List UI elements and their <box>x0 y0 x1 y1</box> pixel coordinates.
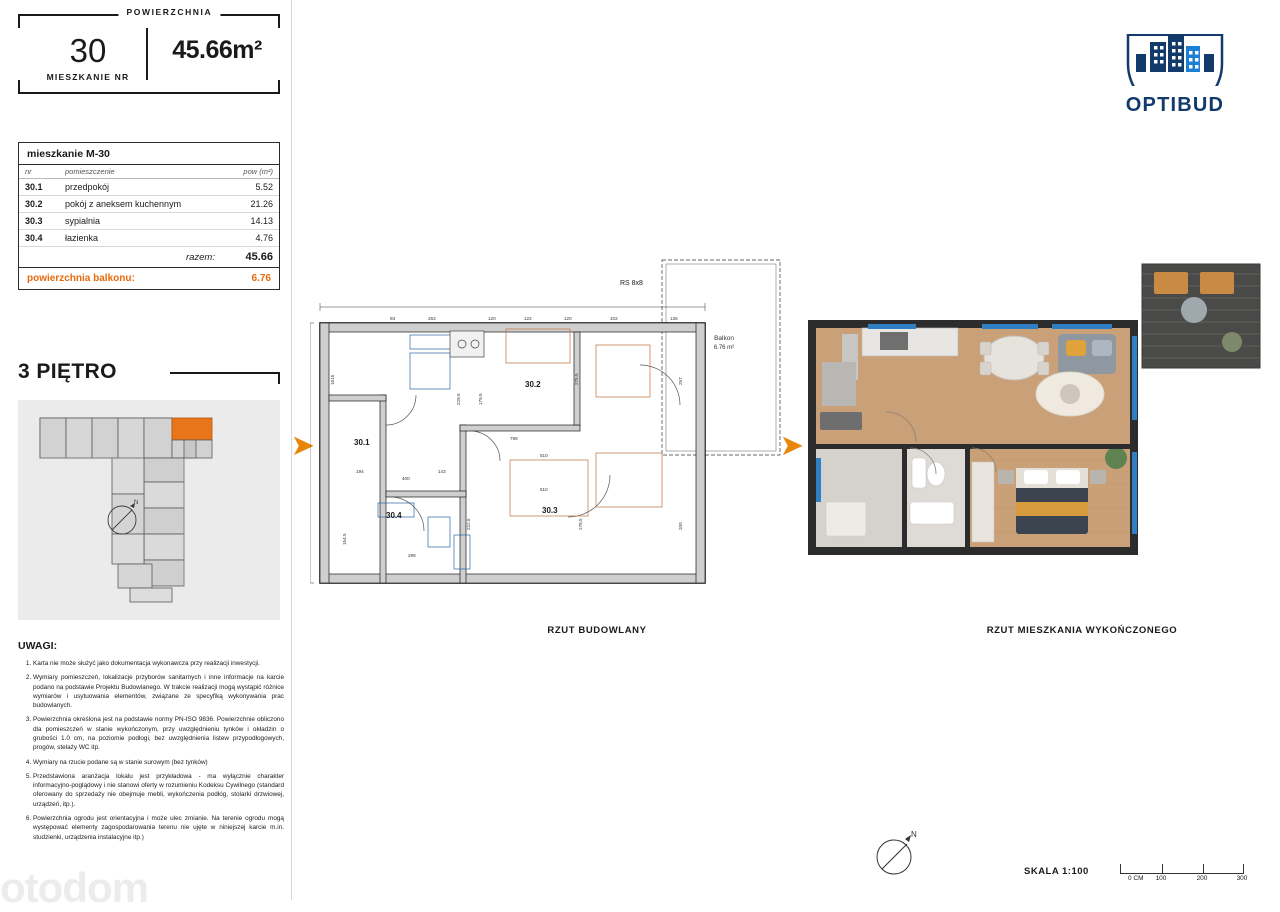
svg-text:222.5: 222.5 <box>466 518 471 530</box>
key-plan-svg <box>18 400 280 620</box>
header-rule-right <box>278 14 280 28</box>
svg-text:510: 510 <box>540 487 548 492</box>
building-plan <box>310 245 810 625</box>
balcony-area-row <box>19 267 279 289</box>
svg-text:143: 143 <box>438 469 446 474</box>
svg-text:93: 93 <box>390 316 396 321</box>
row-area: 14.13 <box>221 213 279 230</box>
rooms-table-title: mieszkanie M-30 <box>19 143 279 165</box>
apartment-number-label: MIESZKANIE NR <box>46 72 130 82</box>
key-plan <box>18 400 280 620</box>
row-area: 21.26 <box>221 196 279 213</box>
logo-wordmark: OPTIBUD <box>1125 94 1225 116</box>
svg-text:1515: 1515 <box>330 374 335 385</box>
apartment-number: 30 <box>69 32 107 69</box>
scale-numbers <box>1120 875 1248 885</box>
left-column <box>0 0 292 911</box>
finished-plan <box>802 262 1272 612</box>
rs-label: RS 8x8 <box>620 280 643 287</box>
note-item: 3. Powierzchnia określona jest na podstawie normy PN-ISO 9836. Powierzchnie obliczono dla pomieszczeń w stanie wykończonym, przy uwzględnieniu tynków i okładzin o grubości 1.0 cm, na poziomie podłogi, bez uwzględnienia listew przypodłogowych, progów, stelaży WC itp. <box>33 715 284 752</box>
svg-text:229.5: 229.5 <box>456 393 461 405</box>
note-item: 4. Wymiary na rzucie podane są w stanie surowym (bez tynków) <box>33 758 284 767</box>
area-caption: POWIERZCHNIA <box>118 7 220 17</box>
total-label: razem: <box>185 251 215 263</box>
apartment-area-value: 45.66m² <box>172 36 262 64</box>
building-icon <box>1120 24 1230 86</box>
scale-tick-1: 100 <box>1155 875 1167 882</box>
scale-bar <box>1120 864 1248 885</box>
svg-text:102: 102 <box>610 316 618 321</box>
row-area: 4.76 <box>221 230 279 247</box>
svg-text:278.5: 278.5 <box>578 518 583 530</box>
table-row <box>19 230 279 247</box>
watermark: otodom <box>0 864 148 911</box>
note-item: 6. Powierzchnia ogrodu jest orientacyjna i może ulec zmianie. Na terenie ogrodu mogą występować elementy zagospodarowania terenu nie ujęte w niniejszej karcie m.in. studzienki, urządzenia instalacyjne itp.) <box>33 814 284 842</box>
row-nr: 30.3 <box>19 213 59 230</box>
floor-title-block <box>18 360 280 394</box>
scale-unit: 0 CM <box>1128 875 1144 882</box>
header-rule-right2 <box>278 80 280 94</box>
svg-text:194: 194 <box>356 469 364 474</box>
floor-rule-end <box>278 372 280 384</box>
rooms-table <box>18 142 280 290</box>
svg-text:298: 298 <box>408 553 416 558</box>
scale-tick-3: 300 <box>1236 875 1248 882</box>
balcony-label: powierzchnia balkonu: <box>27 273 135 284</box>
balcony-area-plan: 6.76 m² <box>713 345 735 351</box>
note-item: 5. Przedstawiona aranżacja lokalu jest przykładowa - ma wyłącznie charakter informacyjno-poglądowy i nie stanowi oferty w rozumieniu Kodeksu Cywilnego (standard oferowany do sprzedaży nie obejmuje mebli, wykończenia podłóg, stolarki drzwiowej, urządzeń, itp.). <box>33 772 284 809</box>
caption-building-plan: RZUT BUDOWLANY <box>547 625 647 636</box>
svg-text:275.5: 275.5 <box>574 373 579 385</box>
svg-text:122: 122 <box>524 316 532 321</box>
svg-text:136: 136 <box>670 316 678 321</box>
row-name: łazienka <box>59 230 221 247</box>
room-label-304: 30.4 <box>386 511 402 520</box>
row-nr: 30.2 <box>19 196 59 213</box>
balcony-label-plan: Balkon <box>714 335 734 342</box>
room-label-301: 30.1 <box>354 438 370 447</box>
svg-text:154.5: 154.5 <box>342 533 347 545</box>
table-row <box>19 213 279 230</box>
header-rule-left <box>18 14 20 28</box>
row-nr: 30.4 <box>19 230 59 247</box>
svg-text:179.5: 179.5 <box>478 393 483 405</box>
compass-icon <box>867 825 927 881</box>
col-room: pomieszczenie <box>59 165 221 179</box>
table-header-row <box>19 165 279 179</box>
room-label-302: 30.2 <box>525 380 541 389</box>
svg-text:798: 798 <box>510 436 518 441</box>
company-logo <box>1100 24 1250 117</box>
plans-area <box>292 0 1280 900</box>
entrance-arrow-right: ➤ <box>781 430 803 460</box>
svg-text:120: 120 <box>488 316 496 321</box>
svg-text:510: 510 <box>540 453 548 458</box>
svg-text:N: N <box>134 500 139 506</box>
header-rule-bottom <box>18 92 280 94</box>
scale-label: SKALA 1:100 <box>1024 866 1089 877</box>
svg-text:N: N <box>911 830 917 839</box>
table-row <box>19 179 279 196</box>
room-label-303: 30.3 <box>542 506 558 515</box>
balcony-value: 6.76 <box>251 273 271 284</box>
apartment-header <box>18 7 280 94</box>
svg-text:257: 257 <box>678 377 683 385</box>
row-name: sypialnia <box>59 213 221 230</box>
note-item: 1. Karta nie może służyć jako dokumentacja wykonawcza przy realizacji inwestycji. <box>33 659 284 668</box>
col-area: pow (m²) <box>221 165 279 179</box>
row-area: 5.52 <box>221 179 279 196</box>
header-divider <box>146 28 148 80</box>
total-value: 45.66 <box>245 251 273 263</box>
svg-text:263: 263 <box>428 316 436 321</box>
svg-text:200: 200 <box>678 522 683 530</box>
caption-finished-plan: RZUT MIESZKANIA WYKOŃCZONEGO <box>986 625 1178 636</box>
floor-rule <box>170 372 280 374</box>
scale-tick-2: 200 <box>1196 875 1208 882</box>
entrance-arrow-left: ➤ <box>292 430 314 460</box>
row-name: pokój z aneksem kuchennym <box>59 196 221 213</box>
svg-text:120: 120 <box>564 316 572 321</box>
row-nr: 30.1 <box>19 179 59 196</box>
row-name: przedpokój <box>59 179 221 196</box>
notes-title: UWAGI: <box>18 640 58 652</box>
table-row <box>19 196 279 213</box>
col-nr: nr <box>19 165 59 179</box>
notes-section <box>18 640 284 847</box>
svg-text:400: 400 <box>402 476 410 481</box>
scale-ticks <box>1120 864 1244 874</box>
floor-title: 3 PIĘTRO <box>18 360 117 383</box>
table-total-row <box>19 247 279 268</box>
header-rule-left2 <box>18 80 20 94</box>
note-item: 2. Wymiary pomieszczeń, lokalizacje przyborów sanitarnych i inne informacje na karcie podano na podstawie Projektu Budowlanego. W trakcie realizacji mogą wystąpić różnice wymiarów i usytuowania elementów, związane ze specyfiką wykonywania prac budowlanych. <box>33 673 284 710</box>
